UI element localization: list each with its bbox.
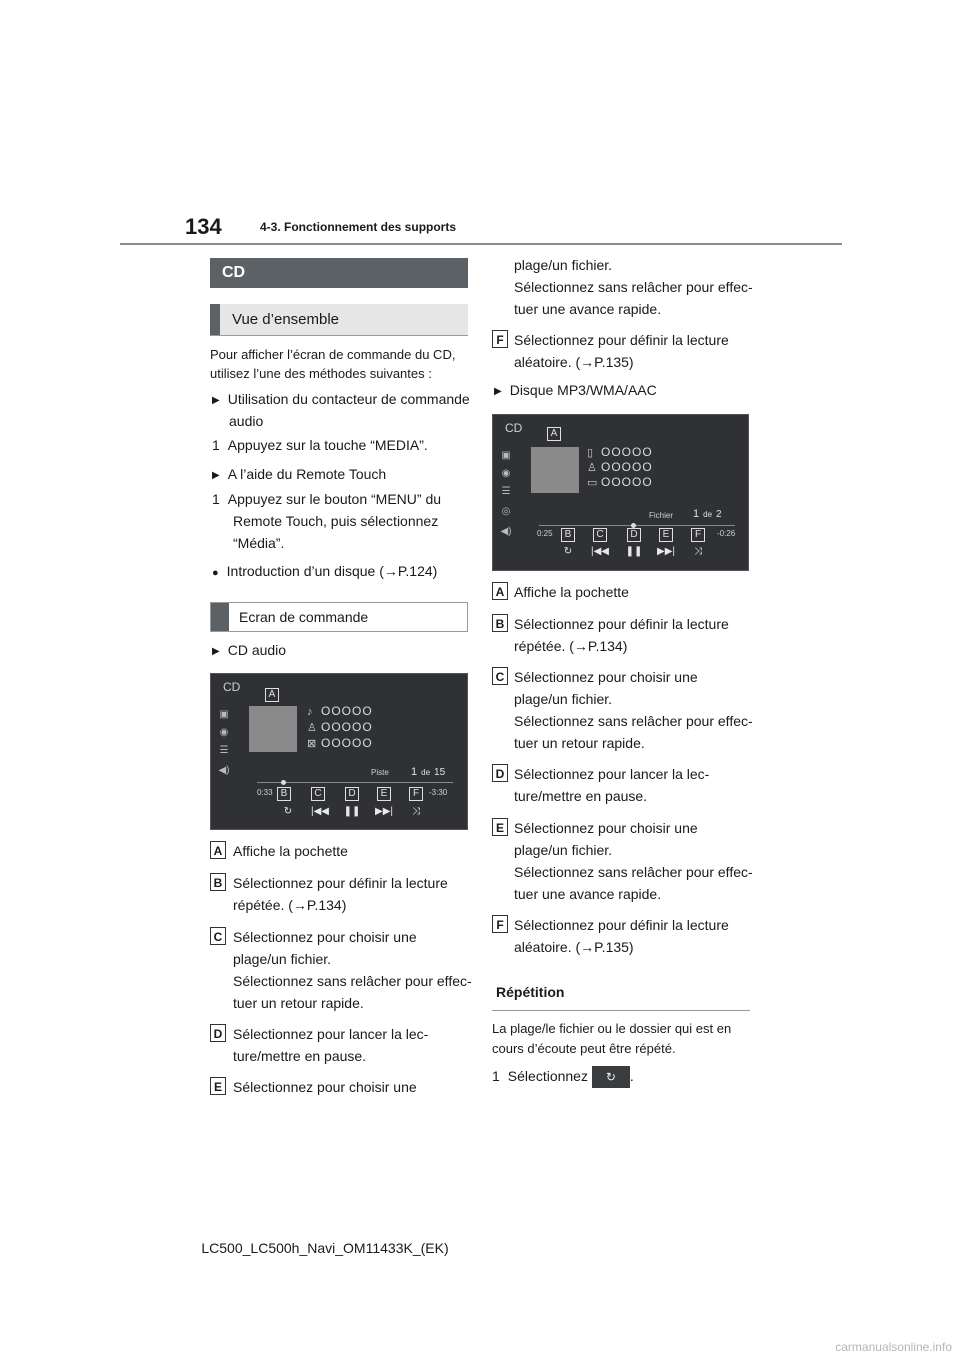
- item-e-line-1: Sélectionnez pour choisir une: [233, 1079, 417, 1095]
- r-item-c-line-2: plage/un fichier.: [514, 691, 613, 707]
- r-item-f-line-1: Sélectionnez pour définir la lecture: [514, 917, 729, 933]
- r-item-c-line-4: tuer un retour rapide.: [514, 735, 645, 751]
- screen-title: CD: [505, 421, 523, 435]
- repeat-icon[interactable]: ↻: [563, 546, 573, 557]
- album-art[interactable]: [249, 706, 297, 752]
- item-label-d: D: [210, 1024, 226, 1042]
- progress-track[interactable]: [539, 525, 735, 526]
- item-d-line-1: Sélectionnez pour lancer la lec-: [233, 1026, 429, 1042]
- control-screen-heading: [210, 602, 468, 632]
- step-number: 1: [212, 437, 220, 453]
- watermark: carmanualsonline.info: [835, 1340, 952, 1354]
- screen-sidebar: [493, 441, 519, 570]
- step-number: 1: [212, 491, 220, 507]
- f-top-line-2: aléatoire. (→P.135): [514, 354, 634, 370]
- track-counter: 1 de 15: [411, 766, 446, 778]
- control-screen-heading-text: Ecran de commande: [239, 609, 369, 625]
- mp3-label: [494, 379, 657, 404]
- item-label-b: B: [210, 873, 226, 891]
- previous-track-icon[interactable]: |◀◀: [311, 806, 329, 817]
- progress-handle[interactable]: [281, 780, 286, 785]
- item-b-line-1: Sélectionnez pour définir la lecture: [233, 875, 448, 891]
- bullet-remote-touch: [212, 463, 386, 488]
- cd-audio-label: [212, 639, 286, 664]
- label-a-marker: A: [265, 688, 279, 702]
- label-e-marker: E: [377, 787, 391, 801]
- repeat-desc-line-1: La plage/le fichier ou le dossier qui est en: [492, 1021, 732, 1036]
- label-a-marker: A: [547, 427, 561, 441]
- volume-icon[interactable]: ◀): [218, 765, 230, 776]
- remaining-time: -3:30: [429, 788, 448, 797]
- bullet-text: Utilisation du contacteur de commande: [227, 391, 470, 407]
- meta-artist: ♙ ООООО: [307, 720, 373, 734]
- step-menu-line-2: Remote Touch, puis sélectionnez: [233, 513, 439, 529]
- label-c-marker: C: [593, 528, 607, 542]
- source-icon[interactable]: ▣: [501, 450, 511, 461]
- item-label-e: E: [210, 1077, 226, 1095]
- item-c-line-1: Sélectionnez pour choisir une: [233, 929, 417, 945]
- list-icon[interactable]: ☰: [219, 745, 229, 756]
- step-media: [212, 434, 428, 456]
- label-f-marker: F: [691, 528, 705, 542]
- person-icon: ♙: [587, 462, 598, 474]
- mp3-text: Disque MP3/WMA/AAC: [509, 382, 657, 398]
- shuffle-icon[interactable]: ⤨: [694, 546, 702, 557]
- item-label-f: F: [492, 915, 508, 933]
- item-label-d: D: [492, 764, 508, 782]
- triangle-bullet-icon: ▶: [212, 646, 220, 657]
- file-counter: 1 de 2: [693, 508, 722, 520]
- triangle-bullet-icon: ▶: [212, 395, 220, 406]
- label-d-marker: D: [627, 528, 641, 542]
- label-e-marker: E: [659, 528, 673, 542]
- volume-icon[interactable]: ◀): [500, 526, 512, 537]
- bullet-audio-switch-cont: audio: [229, 413, 264, 429]
- track-label: Piste: [371, 768, 389, 777]
- bullet-text: A l’aide du Remote Touch: [227, 466, 387, 482]
- document-code: LC500_LC500h_Navi_OM11433K_(EK): [201, 1240, 449, 1256]
- triangle-bullet-icon: ▶: [494, 386, 502, 397]
- item-label-c: C: [210, 927, 226, 945]
- r-item-e-line-2: plage/un fichier.: [514, 842, 613, 858]
- mp3-screen: [492, 414, 749, 571]
- item-b-line-2: répétée. (→P.134): [233, 897, 347, 913]
- file-icon: ▯: [587, 447, 595, 459]
- f-top-line-1: Sélectionnez pour définir la lecture: [514, 332, 729, 348]
- r-item-a-line-1: Affiche la pochette: [514, 584, 629, 600]
- section-title-cd: CD: [210, 258, 468, 288]
- intro-line-2: utilisez l’une des méthodes suivantes :: [210, 366, 432, 381]
- step-text: Appuyez sur le bouton “MENU” du: [227, 491, 442, 507]
- repeat-button-icon[interactable]: ↻: [592, 1066, 630, 1088]
- header-rule: [120, 243, 842, 245]
- meta-artist: ♙ ООООО: [587, 460, 653, 474]
- progress-track[interactable]: [257, 782, 453, 783]
- folder-icon: ▭: [587, 477, 599, 489]
- source-icon[interactable]: ▣: [219, 709, 229, 720]
- r-item-c-line-1: Sélectionnez pour choisir une: [514, 669, 698, 685]
- step-number: 1: [492, 1068, 500, 1084]
- person-icon: ♙: [307, 722, 318, 734]
- meta-album: ⊠ ООООО: [307, 736, 373, 750]
- pause-icon[interactable]: ❚❚: [625, 546, 643, 557]
- step-text: Appuyez sur la touche “MEDIA”.: [227, 437, 428, 453]
- r-item-e-line-1: Sélectionnez pour choisir une: [514, 820, 698, 836]
- screen-sidebar: [211, 700, 237, 829]
- label-b-marker: B: [561, 528, 575, 542]
- list-icon[interactable]: ☰: [501, 486, 511, 497]
- label-d-marker: D: [345, 787, 359, 801]
- r-item-e-line-4: tuer une avance rapide.: [514, 886, 662, 902]
- repeat-icon[interactable]: ↻: [283, 806, 293, 817]
- step-end: .: [629, 1068, 634, 1084]
- r-item-b-line-1: Sélectionnez pour définir la lecture: [514, 616, 729, 632]
- r-item-d-line-1: Sélectionnez pour lancer la lec-: [514, 766, 710, 782]
- cd-audio-text: CD audio: [227, 642, 287, 658]
- label-c-marker: C: [311, 787, 325, 801]
- shuffle-icon[interactable]: ⤨: [412, 806, 420, 817]
- r-item-f-line-2: aléatoire. (→P.135): [514, 939, 634, 955]
- step-text: Sélectionnez: [507, 1068, 588, 1084]
- cd-audio-screen: [210, 673, 468, 830]
- item-d-line-2: ture/mettre en pause.: [233, 1048, 367, 1064]
- step-menu: [212, 488, 441, 510]
- repeat-step: [492, 1065, 634, 1088]
- remaining-time: -0:26: [717, 529, 736, 538]
- overview-heading: [210, 304, 468, 336]
- overview-heading-text: Vue d’ensemble: [232, 311, 340, 328]
- page-number: 134: [185, 214, 222, 239]
- cont-line-1: plage/un fichier.: [514, 257, 613, 273]
- eye-icon[interactable]: ◎: [501, 506, 511, 517]
- label-b-marker: B: [277, 787, 291, 801]
- item-label-a: A: [210, 841, 226, 859]
- heading-mark: [210, 304, 220, 335]
- pause-icon[interactable]: ❚❚: [343, 806, 361, 817]
- item-c-line-2: plage/un fichier.: [233, 951, 332, 967]
- cont-line-2: Sélectionnez sans relâcher pour effec-: [514, 279, 753, 295]
- music-note-icon: ♪: [307, 706, 314, 718]
- item-label-e: E: [492, 818, 508, 836]
- meta-file: ▯ ООООО: [587, 445, 653, 459]
- next-track-icon[interactable]: ▶▶|: [375, 806, 393, 817]
- item-c-line-3: Sélectionnez sans relâcher pour effec-: [233, 973, 472, 989]
- item-a-line-1: Affiche la pochette: [233, 843, 348, 859]
- repeat-desc-line-2: cours d’écoute peut être répété.: [492, 1041, 676, 1056]
- round-bullet-icon: ●: [212, 567, 219, 579]
- elapsed-time: 0:33: [257, 788, 273, 797]
- file-label: Fichier: [649, 511, 674, 520]
- elapsed-time: 0:25: [537, 529, 553, 538]
- screen-title: CD: [223, 680, 241, 694]
- disc-icon: ⊠: [307, 738, 318, 750]
- dot-item-disc: [212, 560, 437, 584]
- meta-folder: ▭ ООООО: [587, 475, 653, 489]
- triangle-bullet-icon: ▶: [212, 470, 220, 481]
- next-track-icon[interactable]: ▶▶|: [657, 546, 675, 557]
- repeat-heading: Répétition: [492, 984, 750, 1011]
- heading-mark: [211, 603, 229, 631]
- label-f-marker: F: [409, 787, 423, 801]
- item-label-f-top: F: [492, 330, 508, 348]
- play-circle-icon[interactable]: ◉: [219, 727, 229, 738]
- intro-line-1: Pour afficher l’écran de commande du CD,: [210, 347, 456, 362]
- step-menu-line-3: “Média”.: [233, 535, 285, 551]
- item-label-b: B: [492, 614, 508, 632]
- play-circle-icon[interactable]: ◉: [501, 468, 511, 479]
- item-label-c: C: [492, 667, 508, 685]
- previous-track-icon[interactable]: |◀◀: [591, 546, 609, 557]
- cont-line-3: tuer une avance rapide.: [514, 301, 662, 317]
- dot-item-text: Introduction d’un disque (→P.124): [226, 563, 438, 579]
- r-item-b-line-2: répétée. (→P.134): [514, 638, 628, 654]
- chapter-title: 4-3. Fonctionnement des supports: [260, 220, 457, 234]
- r-item-e-line-3: Sélectionnez sans relâcher pour effec-: [514, 864, 753, 880]
- meta-track: ♪ ООООО: [307, 704, 373, 718]
- r-item-c-line-3: Sélectionnez sans relâcher pour effec-: [514, 713, 753, 729]
- album-art[interactable]: [531, 447, 579, 493]
- item-c-line-4: tuer un retour rapide.: [233, 995, 364, 1011]
- r-item-d-line-2: ture/mettre en pause.: [514, 788, 648, 804]
- item-label-a: A: [492, 582, 508, 600]
